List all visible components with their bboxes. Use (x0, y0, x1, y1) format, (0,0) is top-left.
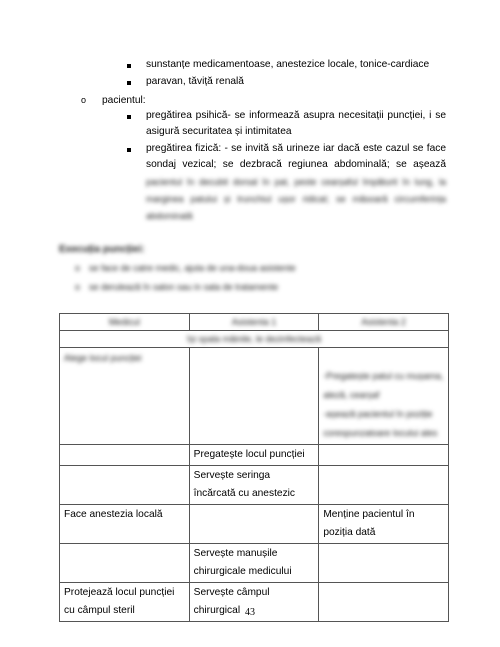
table-cell (189, 505, 319, 544)
table-header: Asistenta 2 (319, 314, 449, 331)
section-bullet: se derulează în salon sau in sala de tratamente (89, 282, 279, 292)
psychic-line-1: pregătirea psihică- se informează asupra necesitații puncției, i se (146, 110, 446, 121)
physical-line-3: pacientul în decubit dorsal în pat, peste cearșaful împăturit în lung, la (146, 177, 446, 187)
table-cell (189, 348, 319, 445)
table-cell: Protejează locul puncției cu câmpul steril (60, 583, 190, 622)
table-cell (319, 544, 449, 583)
bullet-text: paravan, tăviță renală (146, 76, 244, 87)
physical-line-5: abdominală (146, 211, 193, 221)
circle-bullet: o (81, 95, 87, 105)
table-span-row: își spala mâinile, le dezinfectează (60, 331, 449, 348)
patient-heading: pacientul: (102, 95, 146, 106)
table-cell (319, 466, 449, 505)
psychic-line-2: asigură securitatea și intimitatea (146, 126, 292, 137)
physical-line-4: marginea patului și trunchiul ușor ridicat; se măsoară circumferința (146, 194, 446, 204)
table-cell (319, 445, 449, 466)
table-cell: Pregatește locul puncției (189, 445, 319, 466)
table-cell: Alege locul puncției (60, 348, 190, 445)
physical-line-1: pregătirea fizică: - se invită să urineze iar dacă este cazul se face (146, 143, 446, 154)
table-cell-prepare-bed (319, 348, 449, 445)
section-title: Execuția puncției: (59, 244, 145, 255)
table-cell: Face anestezia locală (60, 505, 190, 544)
physical-line-2: sondaj vezical; se dezbracă regiunea abdominală; se așează (146, 159, 446, 170)
page-number: 43 (245, 607, 255, 618)
circle-bullet: o (75, 282, 81, 292)
table-cell (60, 466, 190, 505)
table-header: Asistenta 1 (189, 314, 319, 331)
section-bullet: se face de catre medic, ajuta de una-doua asistente (89, 263, 296, 273)
bullet-square (127, 148, 131, 152)
table-cell: Servește manușile chirurgicale medicului (189, 544, 319, 583)
procedure-table (59, 313, 449, 622)
bullet-text: sunstanțe medicamentoase, anestezice locale, tonice-cardiace (146, 59, 430, 70)
table-cell (60, 445, 190, 466)
table-header: Medicul (60, 314, 190, 331)
table-cell: Servește câmpul chirurgical (189, 583, 319, 622)
prepare-bed-text: -Pregatește patul cu mușama, aleză, cearșaf -așează pacientul în poziție corespunzatoare locului ales (323, 371, 444, 438)
bullet-square (127, 64, 131, 68)
bullet-square (127, 115, 131, 119)
circle-bullet: o (75, 263, 81, 273)
table-cell: Menține pacientul în poziția dată (319, 505, 449, 544)
bullet-square (127, 81, 131, 85)
table-cell (60, 544, 190, 583)
table-cell: Servește seringa încărcată cu anestezic (189, 466, 319, 505)
